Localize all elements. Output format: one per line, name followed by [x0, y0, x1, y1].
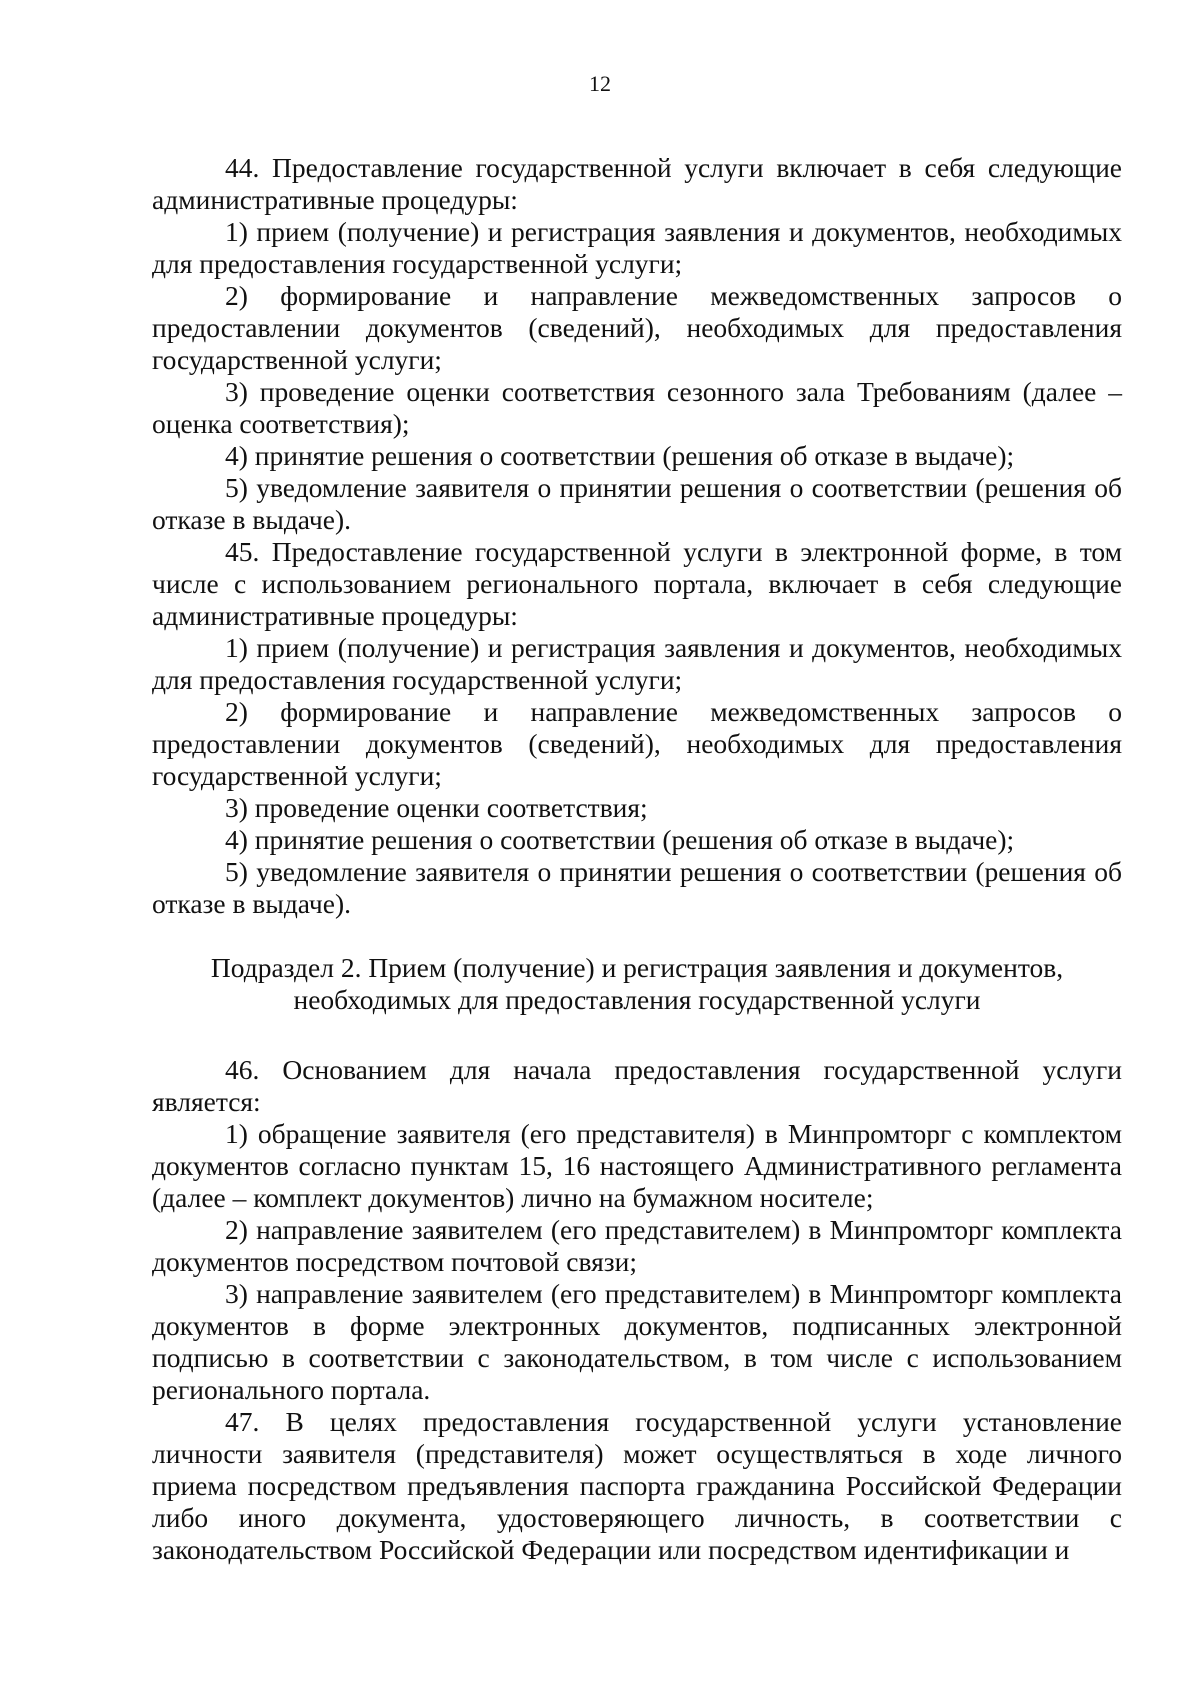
- paragraph-46-intro: 46. Основанием для начала предоставления государственной услуги является:: [152, 1054, 1122, 1117]
- page-number: 12: [589, 71, 611, 96]
- paragraph-45-item-1: 1) прием (получение) и регистрация заявления и документов, необходимых для предоставления государственной услуги;: [152, 632, 1122, 695]
- paragraph-44-item-2: 2) формирование и направление межведомственных запросов о предоставлении документов (сведений), необходимых для предоставления государственной услуги;: [152, 280, 1122, 375]
- paragraph-45-item-3: 3) проведение оценки соответствия;: [225, 792, 648, 823]
- paragraph-44-item-3: 3) проведение оценки соответствия сезонного зала Требованиям (далее – оценка соответствия);: [152, 376, 1122, 439]
- paragraph-45-item-5: 5) уведомление заявителя о принятии решения о соответствии (решения об отказе в выдаче).: [152, 856, 1122, 919]
- paragraph-47: 47. В целях предоставления государственной услуги установление личности заявителя (представителя) может осуществляться в ходе личного приема посредством предъявления паспорта гражданина Российской Федерации либо иного документа, удостоверяющего личность, в соответствии с законодательством Российской Федерации или посредством идентификации и: [152, 1406, 1122, 1565]
- paragraph-44-item-4: 4) принятие решения о соответствии (решения об отказе в выдаче);: [225, 440, 1015, 471]
- subsection-heading-line-2: необходимых для предоставления государственной услуги: [293, 984, 981, 1015]
- paragraph-44-intro: 44. Предоставление государственной услуги включает в себя следующие административные процедуры:: [152, 152, 1122, 215]
- subsection-heading: [152, 952, 1122, 1016]
- paragraph-45-intro: 45. Предоставление государственной услуги в электронной форме, в том числе с использованием регионального портала, включает в себя следующие административные процедуры:: [152, 536, 1122, 631]
- paragraph-44-item-5: 5) уведомление заявителя о принятии решения о соответствии (решения об отказе в выдаче).: [152, 472, 1122, 535]
- paragraph-46-item-3: 3) направление заявителем (его представителем) в Минпромторг комплекта документов в форме электронных документов, подписанных электронной подписью в соответствии с законодательством, в том числе с использованием регионального портала.: [152, 1278, 1122, 1405]
- document-body: [152, 152, 1122, 1566]
- paragraph-44-item-1: 1) прием (получение) и регистрация заявления и документов, необходимых для предоставления государственной услуги;: [152, 216, 1122, 279]
- paragraph-45-item-4: 4) принятие решения о соответствии (решения об отказе в выдаче);: [225, 824, 1015, 855]
- paragraph-46-item-1: 1) обращение заявителя (его представителя) в Минпромторг с комплектом документов согласно пунктам 15, 16 настоящего Административного регламента (далее – комплект документов) лично на бумажном носителе;: [152, 1118, 1122, 1213]
- subsection-heading-line-1: Подраздел 2. Прием (получение) и регистрация заявления и документов,: [210, 952, 1064, 983]
- paragraph-46-item-2: 2) направление заявителем (его представителем) в Минпромторг комплекта документов посредством почтовой связи;: [152, 1214, 1122, 1277]
- paragraph-45-item-2: 2) формирование и направление межведомственных запросов о предоставлении документов (сведений), необходимых для предоставления государственной услуги;: [152, 696, 1122, 791]
